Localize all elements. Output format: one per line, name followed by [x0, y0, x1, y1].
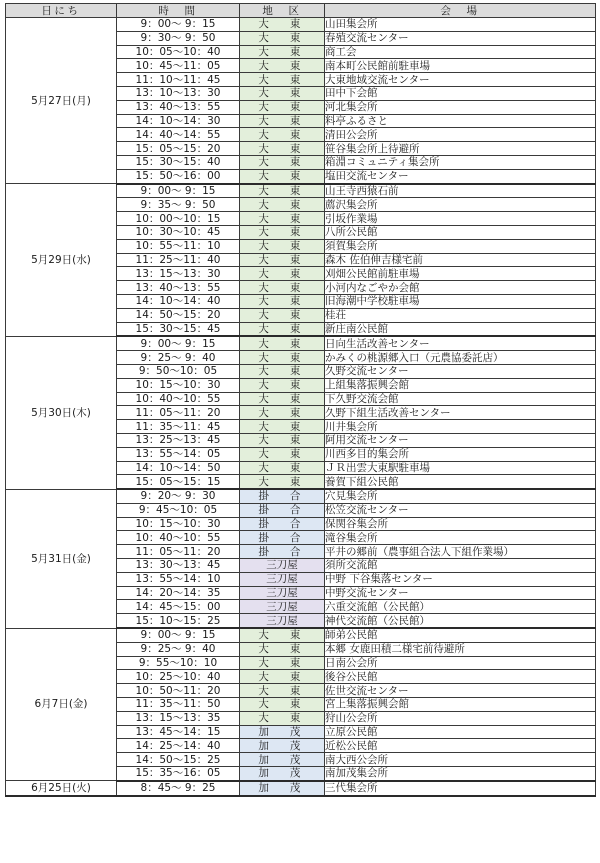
area-cell: 大 東 [240, 294, 325, 308]
time-cell: 15：30～15：45 [117, 322, 240, 336]
venue-cell: 薦沢集会所 [325, 198, 596, 212]
area-cell: 大 東 [240, 142, 325, 156]
time-cell: 15：05～15：20 [117, 142, 240, 156]
venue-cell: 下久野交流会館 [325, 392, 596, 406]
venue-cell: 南大西公会所 [325, 753, 596, 767]
area-cell: 大 東 [240, 100, 325, 114]
venue-cell: 平井の郷前（農事組合法人下組作業場） [325, 545, 596, 559]
time-cell: 11：35～11：45 [117, 420, 240, 434]
venue-cell: 穴見集会所 [325, 489, 596, 503]
time-cell: 9：20～ 9：30 [117, 489, 240, 503]
area-cell: 大 東 [240, 128, 325, 142]
venue-cell: 刈畑公民館前駐車場 [325, 267, 596, 281]
venue-cell: 桂荘 [325, 308, 596, 322]
venue-cell: かみくの桃源郷入口（元農協委託店） [325, 351, 596, 365]
time-cell: 15：05～15：15 [117, 475, 240, 489]
time-cell: 14：20～14：35 [117, 586, 240, 600]
table-row [6, 184, 596, 198]
venue-cell: 小河内なごやか会館 [325, 281, 596, 295]
table-row [6, 18, 596, 32]
venue-cell: 近松公民館 [325, 739, 596, 753]
area-cell: 加 茂 [240, 753, 325, 767]
venue-cell: 久野交流センター [325, 364, 596, 378]
venue-cell: 松笠交流センター [325, 503, 596, 517]
venue-cell: 六重交流館（公民館） [325, 600, 596, 614]
date-cell: 6月7日(金) [6, 628, 117, 781]
time-cell: 13：25～13：45 [117, 433, 240, 447]
venue-cell: 引坂作業場 [325, 212, 596, 226]
area-cell: 大 東 [240, 281, 325, 295]
area-cell: 掛 合 [240, 531, 325, 545]
venue-cell: 笹谷集会所上待避所 [325, 142, 596, 156]
venue-cell: 阿用交流センター [325, 433, 596, 447]
venue-cell: 八所公民館 [325, 225, 596, 239]
venue-cell: 佐世交流センター [325, 684, 596, 698]
time-cell: 14：50～15：20 [117, 308, 240, 322]
header-time: 時 間 [117, 4, 240, 18]
venue-cell: 立原公民館 [325, 725, 596, 739]
area-cell: 大 東 [240, 364, 325, 378]
date-cell: 5月31日(金) [6, 489, 117, 628]
table-row [6, 336, 596, 350]
area-cell: 大 東 [240, 351, 325, 365]
table-row [6, 489, 596, 503]
venue-cell: 三代集会所 [325, 781, 596, 796]
time-cell: 10：30～10：45 [117, 225, 240, 239]
time-cell: 14：10～14：40 [117, 294, 240, 308]
time-cell: 9：50～10：05 [117, 364, 240, 378]
table-row [6, 628, 596, 642]
time-cell: 13：15～13：35 [117, 711, 240, 725]
area-cell: 掛 合 [240, 489, 325, 503]
area-cell: 大 東 [240, 684, 325, 698]
time-cell: 11：35～11：50 [117, 698, 240, 712]
date-cell: 6月25日(火) [6, 781, 117, 796]
time-cell: 9：45～10：05 [117, 503, 240, 517]
area-cell: 大 東 [240, 59, 325, 73]
venue-cell: 滝谷集会所 [325, 531, 596, 545]
area-cell: 大 東 [240, 447, 325, 461]
venue-cell: 南本町公民館前駐車場 [325, 59, 596, 73]
venue-cell: 狩山公会所 [325, 711, 596, 725]
area-cell: 大 東 [240, 212, 325, 226]
time-cell: 9：00～ 9：15 [117, 18, 240, 32]
venue-cell: 森木 佐伯伸吉様宅前 [325, 253, 596, 267]
area-cell: 大 東 [240, 420, 325, 434]
area-cell: 大 東 [240, 698, 325, 712]
venue-cell: 箱淵コミュニティ集会所 [325, 155, 596, 169]
time-cell: 11：05～11：20 [117, 406, 240, 420]
area-cell: 加 茂 [240, 781, 325, 796]
time-cell: 14：10～14：50 [117, 461, 240, 475]
venue-cell: 南加茂集会所 [325, 767, 596, 781]
time-cell: 9：00～ 9：15 [117, 628, 240, 642]
venue-cell: 本郷 女鹿田積二様宅前待避所 [325, 642, 596, 656]
area-cell: 加 茂 [240, 767, 325, 781]
time-cell: 13：15～13：30 [117, 267, 240, 281]
area-cell: 大 東 [240, 670, 325, 684]
venue-cell: 商工会 [325, 45, 596, 59]
venue-cell: 河北集会所 [325, 100, 596, 114]
venue-cell: 中野交流センター [325, 586, 596, 600]
venue-cell: 川西多目的集会所 [325, 447, 596, 461]
table-row [6, 781, 596, 796]
venue-cell: 春殖交流センター [325, 31, 596, 45]
venue-cell: 新庄南公民館 [325, 322, 596, 336]
venue-cell: 保関谷集会所 [325, 517, 596, 531]
time-cell: 9：00～ 9：15 [117, 184, 240, 198]
time-cell: 13：55～14：10 [117, 572, 240, 586]
venue-cell: 久野下組生活改善センター [325, 406, 596, 420]
time-cell: 9：00～ 9：15 [117, 336, 240, 350]
table-body [6, 18, 596, 796]
time-cell: 10：05～10：40 [117, 45, 240, 59]
venue-cell: 後谷公民館 [325, 670, 596, 684]
time-cell: 14：40～14：55 [117, 128, 240, 142]
date-cell: 5月29日(水) [6, 184, 117, 337]
time-cell: 9：30～ 9：50 [117, 31, 240, 45]
date-cell: 5月27日(月) [6, 18, 117, 184]
area-cell: 大 東 [240, 198, 325, 212]
area-cell: 大 東 [240, 628, 325, 642]
area-cell: 大 東 [240, 392, 325, 406]
time-cell: 9：55～10：10 [117, 656, 240, 670]
time-cell: 10：15～10：30 [117, 378, 240, 392]
area-cell: 大 東 [240, 73, 325, 87]
venue-cell: 旧海潮中学校駐車場 [325, 294, 596, 308]
area-cell: 大 東 [240, 86, 325, 100]
venue-cell: 山王寺西猿石前 [325, 184, 596, 198]
schedule-table [5, 3, 596, 797]
venue-cell: ＪＲ出雲大東駅駐車場 [325, 461, 596, 475]
area-cell: 三刀屋 [240, 572, 325, 586]
area-cell: 大 東 [240, 114, 325, 128]
area-cell: 掛 合 [240, 503, 325, 517]
venue-cell: 清田公会所 [325, 128, 596, 142]
area-cell: 掛 合 [240, 545, 325, 559]
time-cell: 10：45～11：05 [117, 59, 240, 73]
area-cell: 大 東 [240, 656, 325, 670]
venue-cell: 須所交流館 [325, 559, 596, 573]
time-cell: 13：40～13：55 [117, 281, 240, 295]
time-cell: 14：25～14：40 [117, 739, 240, 753]
area-cell: 大 東 [240, 267, 325, 281]
area-cell: 掛 合 [240, 517, 325, 531]
venue-cell: 日南公会所 [325, 656, 596, 670]
time-cell: 11：10～11：45 [117, 73, 240, 87]
time-cell: 15：30～15：40 [117, 155, 240, 169]
area-cell: 大 東 [240, 155, 325, 169]
venue-cell: 上組集落振興会館 [325, 378, 596, 392]
area-cell: 大 東 [240, 642, 325, 656]
area-cell: 大 東 [240, 225, 325, 239]
time-cell: 10：40～10：55 [117, 531, 240, 545]
time-cell: 9：25～ 9：40 [117, 642, 240, 656]
area-cell: 加 茂 [240, 739, 325, 753]
area-cell: 大 東 [240, 336, 325, 350]
header-date: 日にち [6, 4, 117, 18]
time-cell: 10：40～10：55 [117, 392, 240, 406]
time-cell: 13：45～14：15 [117, 725, 240, 739]
time-cell: 13：55～14：05 [117, 447, 240, 461]
time-cell: 13：10～13：30 [117, 86, 240, 100]
time-cell: 10：00～10：15 [117, 212, 240, 226]
venue-cell: 料亭ふるさと [325, 114, 596, 128]
venue-cell: 日向生活改善センター [325, 336, 596, 350]
venue-cell: 須賀集会所 [325, 239, 596, 253]
time-cell: 11：25～11：40 [117, 253, 240, 267]
area-cell: 大 東 [240, 253, 325, 267]
venue-cell: 師弟公民館 [325, 628, 596, 642]
time-cell: 10：15～10：30 [117, 517, 240, 531]
venue-cell: 神代交流館（公民館） [325, 614, 596, 628]
venue-cell: 山田集会所 [325, 18, 596, 32]
area-cell: 加 茂 [240, 725, 325, 739]
area-cell: 大 東 [240, 308, 325, 322]
area-cell: 大 東 [240, 378, 325, 392]
area-cell: 三刀屋 [240, 559, 325, 573]
venue-cell: 中野 下谷集落センター [325, 572, 596, 586]
venue-cell: 田中下会館 [325, 86, 596, 100]
header-venue: 会 場 [325, 4, 596, 18]
area-cell: 大 東 [240, 322, 325, 336]
time-cell: 15：10～15：25 [117, 614, 240, 628]
area-cell: 大 東 [240, 31, 325, 45]
time-cell: 10：55～11：10 [117, 239, 240, 253]
area-cell: 大 東 [240, 18, 325, 32]
time-cell: 15：50～16：00 [117, 169, 240, 183]
area-cell: 三刀屋 [240, 600, 325, 614]
time-cell: 13：40～13：55 [117, 100, 240, 114]
time-cell: 8：45～ 9：25 [117, 781, 240, 796]
time-cell: 15：35～16：05 [117, 767, 240, 781]
time-cell: 9：35～ 9：50 [117, 198, 240, 212]
area-cell: 大 東 [240, 45, 325, 59]
area-cell: 大 東 [240, 433, 325, 447]
time-cell: 14：45～15：00 [117, 600, 240, 614]
date-cell: 5月30日(木) [6, 336, 117, 489]
area-cell: 三刀屋 [240, 586, 325, 600]
time-cell: 14：50～15：25 [117, 753, 240, 767]
time-cell: 11：05～11：20 [117, 545, 240, 559]
header-area: 地 区 [240, 4, 325, 18]
venue-cell: 養賀下組公民館 [325, 475, 596, 489]
area-cell: 大 東 [240, 184, 325, 198]
table-header [6, 4, 596, 18]
area-cell: 大 東 [240, 711, 325, 725]
area-cell: 大 東 [240, 169, 325, 183]
venue-cell: 宮上集落振興会館 [325, 698, 596, 712]
venue-cell: 大東地域交流センター [325, 73, 596, 87]
venue-cell: 塩田交流センター [325, 169, 596, 183]
time-cell: 9：25～ 9：40 [117, 351, 240, 365]
time-cell: 10：50～11：20 [117, 684, 240, 698]
area-cell: 大 東 [240, 461, 325, 475]
time-cell: 10：25～10：40 [117, 670, 240, 684]
venue-cell: 川井集会所 [325, 420, 596, 434]
time-cell: 14：10～14：30 [117, 114, 240, 128]
area-cell: 三刀屋 [240, 614, 325, 628]
area-cell: 大 東 [240, 239, 325, 253]
area-cell: 大 東 [240, 406, 325, 420]
time-cell: 13：30～13：45 [117, 559, 240, 573]
area-cell: 大 東 [240, 475, 325, 489]
